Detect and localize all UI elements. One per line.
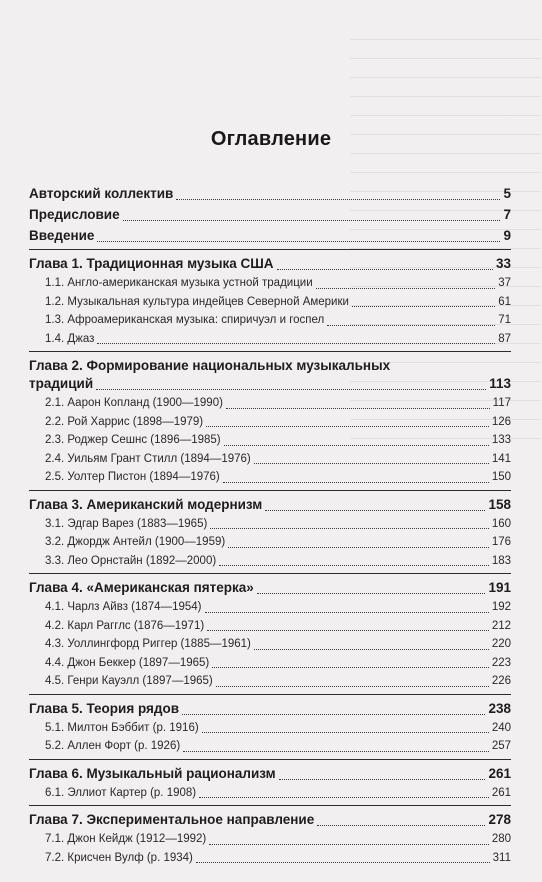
dot-leader — [219, 565, 489, 566]
dot-leader — [279, 779, 486, 780]
section-label: 2.4. Уильям Грант Стилл (1894—1976) — [45, 452, 251, 465]
section-page: 257 — [491, 740, 511, 752]
toc-section[interactable] — [29, 598, 511, 617]
section-label: 4.2. Карл Рагглс (1876—1971) — [45, 619, 205, 632]
dot-leader — [327, 325, 495, 326]
toc-entry-introduction[interactable] — [29, 225, 511, 246]
toc-section[interactable] — [29, 394, 511, 413]
divider — [29, 694, 511, 695]
section-label: 2.1. Аарон Копланд (1900—1990) — [45, 397, 223, 409]
dot-leader — [202, 732, 489, 733]
toc-section[interactable] — [29, 450, 511, 469]
divider — [29, 490, 511, 491]
toc-entry-page: 9 — [503, 228, 511, 243]
toc-section[interactable] — [29, 552, 511, 571]
dot-leader — [352, 306, 495, 307]
toc-section[interactable] — [29, 654, 511, 673]
toc-entry-authors[interactable] — [29, 183, 511, 204]
section-label: 4.4. Джон Беккер (1897—1965) — [45, 656, 210, 669]
section-label: 2.3. Роджер Сешнс (1896—1985) — [45, 434, 221, 446]
section-label: 7.1. Джон Кейдж (1912—1992) — [45, 833, 207, 845]
chapter-page: 158 — [488, 496, 511, 512]
toc-section[interactable] — [29, 737, 511, 756]
chapter-label-line2: традиций — [29, 376, 94, 391]
toc-section[interactable] — [29, 515, 511, 534]
section-label: 1.2. Музыкальная культура индейцев Северной Америки — [45, 295, 349, 308]
section-page: 226 — [491, 675, 511, 687]
dot-leader — [226, 408, 490, 409]
dot-leader — [316, 288, 496, 289]
section-label: 3.1. Эдгар Варез (1883—1965) — [45, 517, 208, 530]
toc-section[interactable] — [29, 533, 511, 552]
page-title: Оглавление — [210, 128, 332, 150]
chapter-page: 261 — [488, 765, 511, 781]
section-label: 7.2. Крисчен Вулф (р. 1934) — [45, 851, 193, 864]
section-page: 240 — [491, 721, 511, 734]
dot-leader — [224, 445, 489, 446]
chapter-label-line1: Глава 2. Формирование национальных музыкальных — [29, 358, 391, 373]
dot-leader — [265, 510, 485, 511]
section-page: 71 — [498, 314, 511, 326]
dot-leader — [96, 389, 486, 390]
toc-section[interactable] — [29, 719, 511, 738]
dot-leader — [212, 667, 489, 668]
dot-leader — [254, 463, 489, 464]
section-label: 4.1. Чарлз Айвз (1874—1954) — [45, 601, 202, 613]
section-page: 133 — [491, 434, 511, 446]
section-page: 280 — [491, 833, 511, 845]
dot-leader — [223, 482, 489, 483]
toc-section[interactable] — [29, 413, 511, 432]
section-page: 87 — [498, 332, 511, 345]
toc-chapter-4[interactable] — [29, 578, 511, 598]
toc-chapter-3[interactable] — [29, 495, 511, 515]
divider — [29, 805, 511, 806]
section-page: 192 — [491, 601, 511, 613]
toc-section[interactable] — [29, 830, 511, 849]
toc-entry-label: Введение — [29, 228, 95, 243]
dot-leader — [183, 751, 489, 752]
section-label: 6.1. Эллиот Картер (р. 1908) — [45, 786, 197, 799]
chapter-page: 238 — [488, 700, 511, 716]
toc-section[interactable] — [29, 635, 511, 654]
toc-section[interactable] — [29, 672, 511, 691]
section-page: 212 — [491, 619, 511, 632]
toc-chapter-7[interactable] — [29, 810, 511, 830]
section-page: 220 — [491, 638, 511, 650]
section-page: 311 — [492, 851, 511, 864]
divider — [29, 573, 511, 574]
divider — [29, 351, 511, 352]
chapter-page: 191 — [488, 580, 511, 595]
divider — [29, 249, 511, 250]
toc-entry-page: 7 — [503, 207, 511, 222]
dot-leader — [209, 844, 489, 845]
section-label: 3.3. Лео Орнстайн (1892—2000) — [45, 554, 217, 567]
dot-leader — [317, 825, 485, 826]
dot-leader — [123, 220, 501, 221]
section-label: 2.5. Уолтер Пистон (1894—1976) — [45, 471, 220, 483]
toc-chapter-5[interactable] — [29, 699, 511, 719]
section-page: 176 — [491, 536, 511, 548]
toc-section[interactable] — [29, 784, 511, 803]
table-of-contents — [29, 183, 511, 867]
dot-leader — [196, 862, 490, 863]
section-label: 2.2. Рой Харрис (1898—1979) — [45, 415, 204, 428]
toc-section[interactable] — [29, 274, 511, 293]
section-label: 5.1. Милтон Бэббит (р. 1916) — [45, 721, 199, 734]
dot-leader — [97, 241, 500, 242]
chapter-page: 113 — [489, 376, 511, 391]
chapter-label: Глава 3. Американский модернизм — [29, 496, 263, 512]
toc-entry-page: 5 — [503, 186, 511, 201]
toc-entry-label: Авторский коллектив — [29, 186, 174, 201]
toc-section[interactable] — [29, 849, 511, 868]
section-page: 117 — [492, 397, 511, 409]
dot-leader — [199, 797, 489, 798]
dot-leader — [216, 686, 489, 687]
chapter-label: Глава 5. Теория рядов — [29, 700, 180, 716]
dot-leader — [207, 630, 489, 631]
toc-section[interactable] — [29, 293, 511, 312]
section-label: 1.1. Англо-американская музыка устной традиции — [45, 277, 313, 289]
chapter-label: Глава 6. Музыкальный рационализм — [29, 765, 276, 781]
toc-chapter-2[interactable] — [29, 356, 511, 394]
section-label: 3.2. Джордж Антейл (1900—1959) — [45, 536, 226, 548]
chapter-label: Глава 1. Традиционная музыка США — [29, 256, 274, 271]
chapter-page: 278 — [488, 812, 511, 827]
section-page: 141 — [491, 452, 511, 465]
section-label: 4.3. Уоллингфорд Риггер (1885—1961) — [45, 638, 251, 650]
section-page: 61 — [498, 295, 511, 308]
toc-section[interactable] — [29, 617, 511, 636]
chapter-label: Глава 7. Экспериментальное направление — [29, 812, 315, 827]
section-page: 261 — [491, 786, 511, 799]
section-page: 183 — [491, 554, 511, 567]
section-page: 160 — [491, 517, 511, 530]
dot-leader — [210, 528, 489, 529]
dot-leader — [254, 649, 489, 650]
toc-entry-label: Предисловие — [29, 207, 120, 222]
section-page: 223 — [491, 656, 511, 669]
toc-chapter-1[interactable] — [29, 254, 511, 274]
section-page: 126 — [491, 415, 511, 428]
dot-leader — [97, 343, 495, 344]
toc-section[interactable] — [29, 311, 511, 330]
section-label: 1.3. Афроамериканская музыка: спиричуэл и госпел — [45, 314, 325, 326]
toc-chapter-6[interactable] — [29, 764, 511, 784]
section-label: 1.4. Джаз — [45, 332, 95, 345]
dot-leader — [182, 714, 485, 715]
section-page: 37 — [498, 277, 511, 289]
chapter-page: 33 — [495, 256, 511, 271]
divider — [29, 759, 511, 760]
dot-leader — [176, 199, 500, 200]
dot-leader — [257, 593, 486, 594]
dot-leader — [228, 547, 489, 548]
dot-leader — [206, 426, 489, 427]
toc-section[interactable] — [29, 330, 511, 349]
chapter-label: Глава 4. «Американская пятерка» — [29, 580, 254, 595]
section-label: 4.5. Генри Кауэлл (1897—1965) — [45, 675, 213, 687]
toc-entry-preface[interactable] — [29, 204, 511, 225]
toc-section[interactable] — [29, 431, 511, 450]
section-label: 5.2. Аллен Форт (р. 1926) — [45, 740, 181, 752]
toc-section[interactable] — [29, 468, 511, 487]
section-page: 150 — [491, 471, 511, 483]
dot-leader — [205, 612, 489, 613]
dot-leader — [277, 269, 493, 270]
